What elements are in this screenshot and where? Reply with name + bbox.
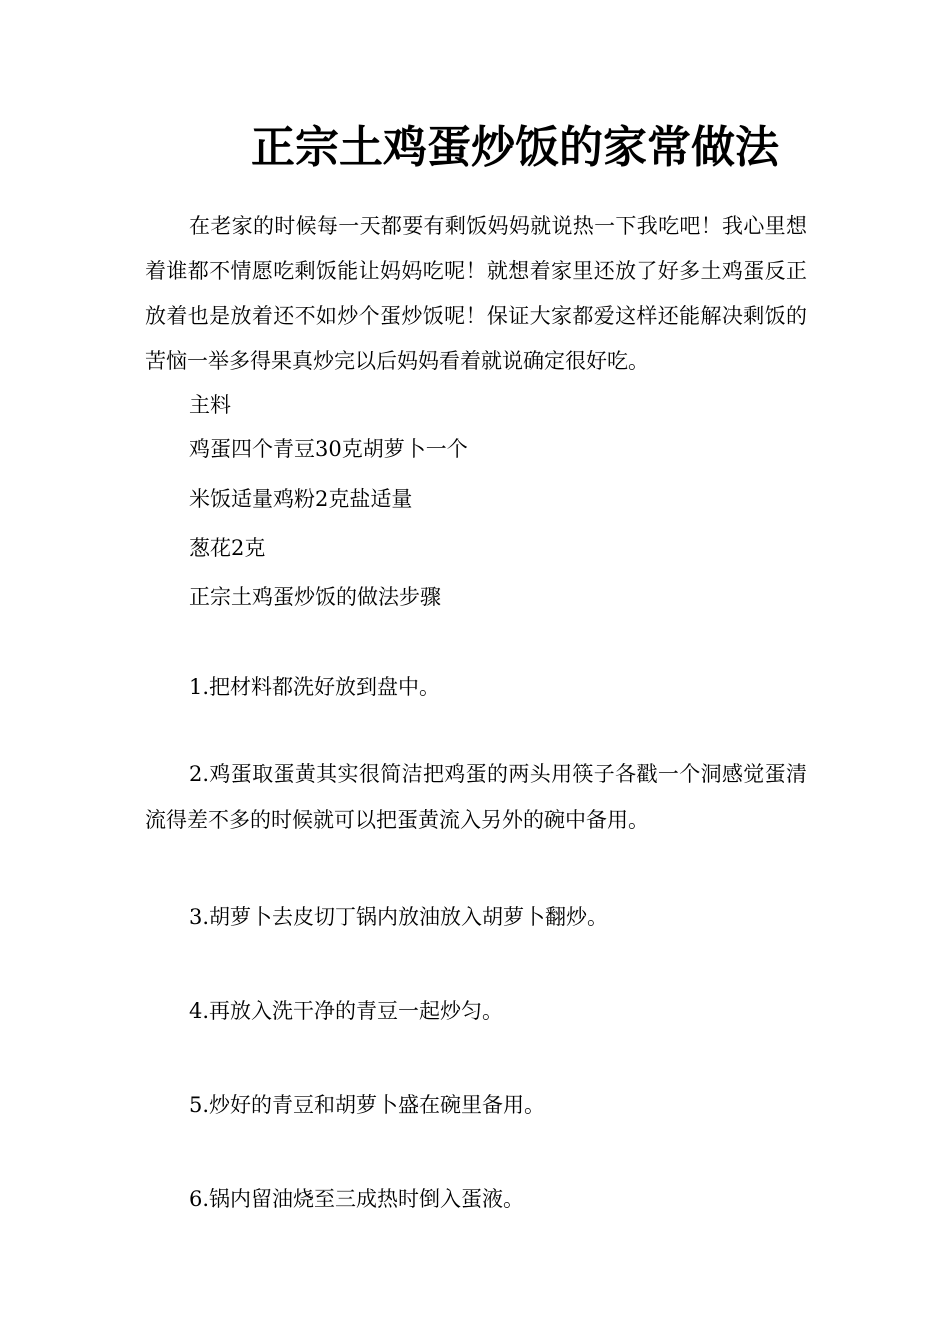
step-item: 5.炒好的青豆和胡萝卜盛在碗里备用。	[189, 1093, 546, 1117]
ingredient-line: 米饭适量鸡粉2克盐适量	[189, 487, 413, 511]
ingredient-line: 葱花2克	[189, 536, 266, 560]
document-title: 正宗土鸡蛋炒饭的家常做法	[251, 122, 779, 173]
step-item: 2.鸡蛋取蛋黄其实很简洁把鸡蛋的两头用筷子各戳一个洞感觉蛋清流得差不多的时候就可以把蛋黄流入另外的碗中备用。	[145, 762, 807, 832]
intro-paragraph: 在老家的时候每一天都要有剩饭妈妈就说热一下我吃吧！我心里想着谁都不情愿吃剩饭能让妈妈吃呢！就想着家里还放了好多土鸡蛋反正放着也是放着还不如炒个蛋炒饭呢！保证大家都爱这样还能解决剩饭的苦恼一举多得果真炒完以后妈妈看着就说确定很好吃。	[145, 214, 807, 373]
step-item: 4.再放入洗干净的青豆一起炒匀。	[189, 999, 504, 1023]
steps-heading: 正宗土鸡蛋炒饭的做法步骤	[189, 585, 441, 609]
step-item: 1.把材料都洗好放到盘中。	[189, 675, 441, 699]
step-item: 3.胡萝卜去皮切丁锅内放油放入胡萝卜翻炒。	[189, 905, 609, 929]
ingredient-line: 鸡蛋四个青豆30克胡萝卜一个	[189, 437, 468, 461]
ingredients-heading: 主料	[189, 393, 231, 417]
step-item: 6.锅内留油烧至三成热时倒入蛋液。	[189, 1187, 525, 1211]
